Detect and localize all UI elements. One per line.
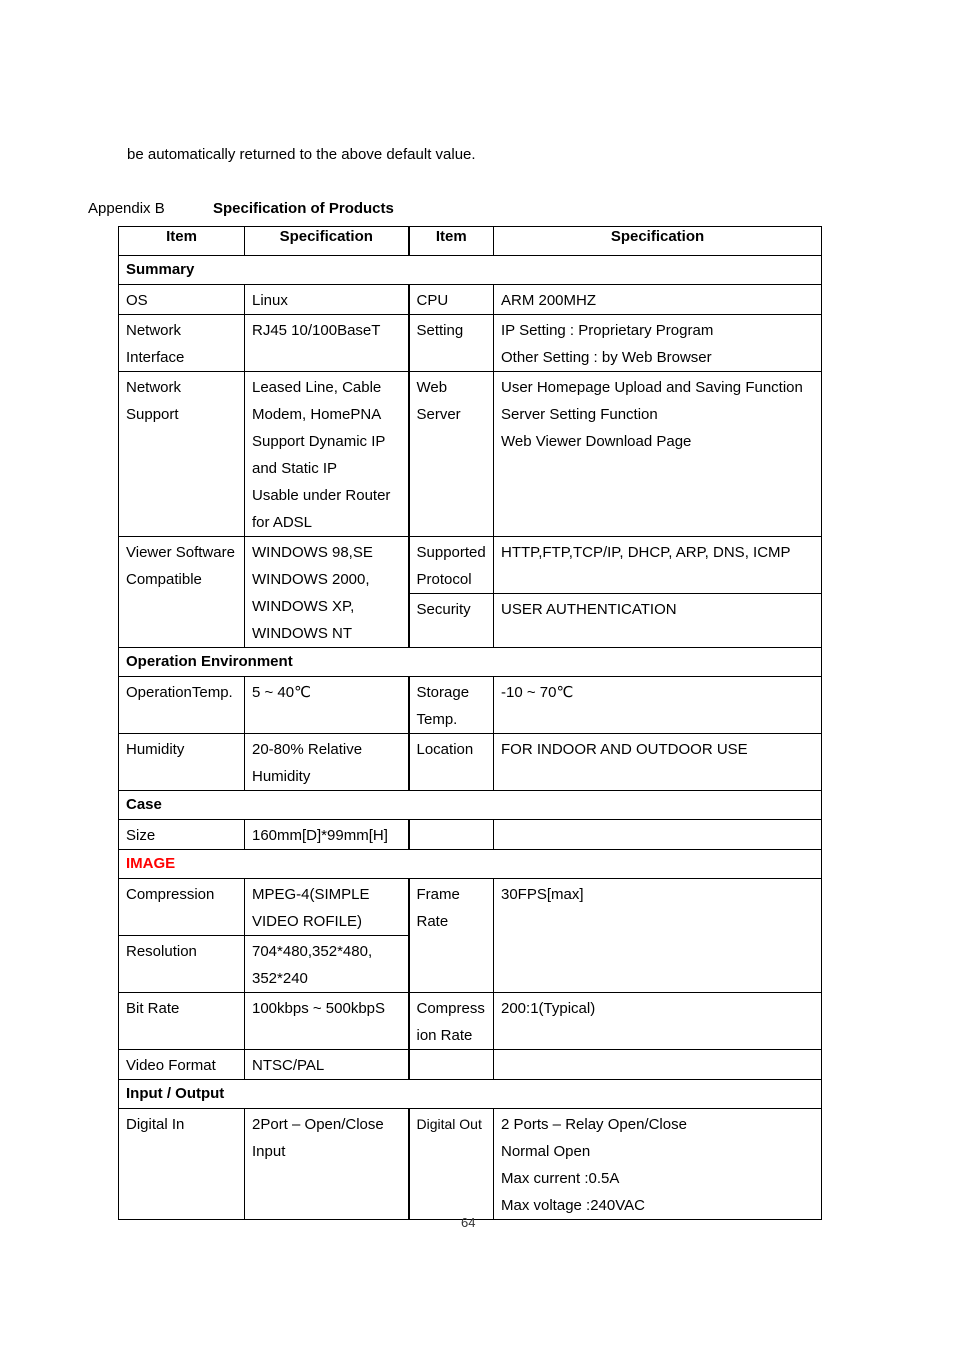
cell-viewer-spec: WINDOWS 98,SE WINDOWS 2000, WINDOWS XP, WINDOWS NT — [245, 537, 409, 648]
cell-bit-rate-spec: 100kbps ~ 500kbpS — [245, 993, 409, 1050]
cell-web-server-item: Web Server — [409, 372, 494, 537]
cell-size-spec: 160mm[D]*99mm[H] — [245, 820, 409, 850]
table-row — [119, 734, 822, 791]
section-input-output: Input / Output — [119, 1080, 822, 1109]
cell-location-item: Location — [409, 734, 494, 791]
cell-compression-item: Compression — [119, 879, 245, 936]
cell-cpu-item: CPU — [409, 285, 494, 315]
cell-empty — [409, 1050, 494, 1080]
cell-protocol-spec: HTTP,FTP,TCP/IP, DHCP, ARP, DNS, ICMP — [494, 537, 822, 594]
cell-empty — [494, 1050, 822, 1080]
header-item: Item — [119, 227, 245, 256]
section-row-io — [119, 1080, 822, 1109]
cell-compression-rate-spec: 200:1(Typical) — [494, 993, 822, 1050]
table-row — [119, 677, 822, 734]
cell-digital-out-item: Digital Out — [409, 1109, 494, 1220]
table-row — [119, 372, 822, 537]
cell-bit-rate-item: Bit Rate — [119, 993, 245, 1050]
spec-table — [118, 226, 822, 1220]
cell-protocol-item: Supported Protocol — [409, 537, 494, 594]
section-summary: Summary — [119, 256, 822, 285]
page-number: 64 — [461, 1215, 476, 1230]
header-specification: Specification — [245, 227, 409, 256]
cell-empty — [494, 820, 822, 850]
table-row — [119, 820, 822, 850]
cell-os-item: OS — [119, 285, 245, 315]
section-row-image — [119, 850, 822, 879]
cell-operation-temp-item: OperationTemp. — [119, 677, 245, 734]
cell-setting-spec: IP Setting : Proprietary Program Other Setting : by Web Browser — [494, 315, 822, 372]
cell-video-format-item: Video Format — [119, 1050, 245, 1080]
table-row — [119, 993, 822, 1050]
cell-network-support-item: Network Support — [119, 372, 245, 537]
section-row-summary — [119, 256, 822, 285]
cell-security-item: Security — [409, 594, 494, 648]
table-row — [119, 1050, 822, 1080]
cell-resolution-item: Resolution — [119, 936, 245, 993]
section-image: IMAGE — [119, 850, 822, 879]
cell-humidity-spec: 20-80% Relative Humidity — [245, 734, 409, 791]
header-specification-2: Specification — [494, 227, 822, 256]
cell-humidity-item: Humidity — [119, 734, 245, 791]
cell-digital-in-spec: 2Port – Open/Close Input — [245, 1109, 409, 1220]
cell-location-spec: FOR INDOOR AND OUTDOOR USE — [494, 734, 822, 791]
table-header-row — [119, 227, 822, 256]
cell-web-server-spec: User Homepage Upload and Saving Function Server Setting Function Web Viewer Download Page — [494, 372, 822, 537]
cell-frame-rate-item: Frame Rate — [409, 879, 494, 993]
cell-compression-rate-item: Compress ion Rate — [409, 993, 494, 1050]
appendix-label: Appendix B — [88, 200, 165, 217]
cell-resolution-spec: 704*480,352*480, 352*240 — [245, 936, 409, 993]
table-row — [119, 285, 822, 315]
cell-operation-temp-spec: 5 ~ 40℃ — [245, 677, 409, 734]
cell-network-interface-spec: RJ45 10/100BaseT — [245, 315, 409, 372]
appendix-heading — [88, 199, 394, 219]
cell-frame-rate-spec: 30FPS[max] — [494, 879, 822, 993]
cell-security-spec: USER AUTHENTICATION — [494, 594, 822, 648]
cell-network-support-spec: Leased Line, Cable Modem, HomePNA Support Dynamic IP and Static IP Usable under Router for ADSL — [245, 372, 409, 537]
header-item-2: Item — [409, 227, 494, 256]
section-operation-environment: Operation Environment — [119, 648, 822, 677]
section-row-operation — [119, 648, 822, 677]
cell-storage-temp-spec: -10 ~ 70℃ — [494, 677, 822, 734]
appendix-title: Specification of Products — [213, 200, 394, 217]
cell-viewer-item: Viewer Software Compatible — [119, 537, 245, 648]
section-case: Case — [119, 791, 822, 820]
section-row-case — [119, 791, 822, 820]
cell-size-item: Size — [119, 820, 245, 850]
cell-setting-item: Setting — [409, 315, 494, 372]
table-row — [119, 315, 822, 372]
table-row — [119, 1109, 822, 1220]
cell-storage-temp-item: Storage Temp. — [409, 677, 494, 734]
cell-compression-spec: MPEG-4(SIMPLE VIDEO ROFILE) — [245, 879, 409, 936]
table-row — [119, 537, 822, 594]
cell-empty — [409, 820, 494, 850]
cell-os-spec: Linux — [245, 285, 409, 315]
cell-cpu-spec: ARM 200MHZ — [494, 285, 822, 315]
cell-digital-out-spec: 2 Ports – Relay Open/Close Normal Open Max current :0.5A Max voltage :240VAC — [494, 1109, 822, 1220]
intro-text: be automatically returned to the above default value. — [127, 146, 476, 163]
cell-digital-in-item: Digital In — [119, 1109, 245, 1220]
cell-network-interface-item: Network Interface — [119, 315, 245, 372]
table-row — [119, 879, 822, 936]
cell-video-format-spec: NTSC/PAL — [245, 1050, 409, 1080]
